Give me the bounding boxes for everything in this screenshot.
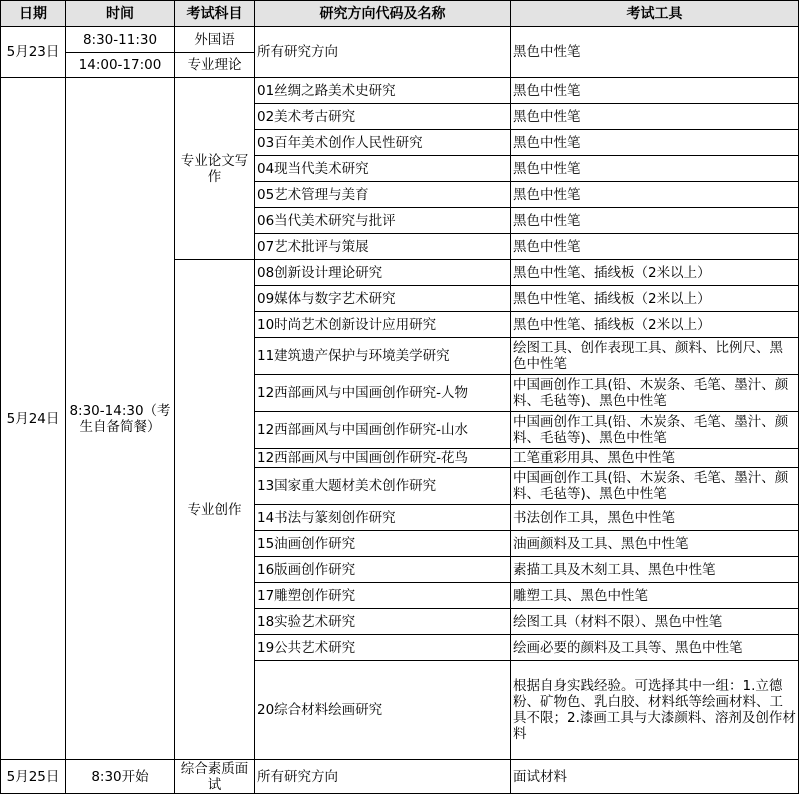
tools-cell: 黑色中性笔	[511, 130, 799, 156]
tools-cell: 黑色中性笔	[511, 208, 799, 234]
direction-cell: 01丝绸之路美术史研究	[255, 78, 511, 104]
direction-cell: 所有研究方向	[255, 27, 511, 78]
date-cell: 5月24日	[1, 78, 66, 760]
direction-cell: 17雕塑创作研究	[255, 583, 511, 609]
direction-cell: 04现当代美术研究	[255, 156, 511, 182]
header-direction: 研究方向代码及名称	[255, 1, 511, 27]
tools-cell: 书法创作工具，黑色中性笔	[511, 505, 799, 531]
table-row	[1, 78, 799, 104]
subject-cell: 专业创作	[175, 260, 255, 760]
tools-cell: 根据自身实践经验。可选择其中一组：1.立德粉、矿物色、乳白胶、材料纸等绘画材料、工具不限；2.漆画工具与大漆颜料、溶剂及创作材料	[511, 661, 799, 760]
tools-cell: 黑色中性笔	[511, 78, 799, 104]
tools-cell: 雕塑工具、黑色中性笔	[511, 583, 799, 609]
header-tools: 考试工具	[511, 1, 799, 27]
subject-cell: 综合素质面试	[175, 760, 255, 794]
tools-cell: 黑色中性笔	[511, 27, 799, 78]
tools-cell: 黑色中性笔	[511, 156, 799, 182]
direction-cell: 02美术考古研究	[255, 104, 511, 130]
direction-cell: 12西部画风与中国画创作研究-花鸟	[255, 449, 511, 468]
direction-cell: 07艺术批评与策展	[255, 234, 511, 260]
direction-cell: 19公共艺术研究	[255, 635, 511, 661]
direction-cell: 08创新设计理论研究	[255, 260, 511, 286]
direction-cell: 09媒体与数字艺术研究	[255, 286, 511, 312]
direction-cell: 所有研究方向	[255, 760, 511, 794]
tools-cell: 黑色中性笔、插线板（2米以上）	[511, 286, 799, 312]
tools-cell: 绘画必要的颜料及工具等、黑色中性笔	[511, 635, 799, 661]
header-subject: 考试科目	[175, 1, 255, 27]
subject-cell: 外国语	[175, 27, 255, 53]
table-row	[1, 760, 799, 794]
direction-cell: 12西部画风与中国画创作研究-山水	[255, 412, 511, 449]
time-cell: 14:00-17:00	[66, 53, 175, 78]
header-date: 日期	[1, 1, 66, 27]
tools-cell: 黑色中性笔	[511, 234, 799, 260]
tools-cell: 黑色中性笔、插线板（2米以上）	[511, 312, 799, 338]
time-cell: 8:30-11:30	[66, 27, 175, 53]
tools-cell: 中国画创作工具(铅、木炭条、毛笔、墨汁、颜料、毛毡等)、黑色中性笔	[511, 468, 799, 505]
direction-cell: 11建筑遗产保护与环境美学研究	[255, 338, 511, 375]
direction-cell: 06当代美术研究与批评	[255, 208, 511, 234]
direction-cell: 16版画创作研究	[255, 557, 511, 583]
tools-cell: 油画颜料及工具、黑色中性笔	[511, 531, 799, 557]
subject-cell: 专业理论	[175, 53, 255, 78]
direction-cell: 13国家重大题材美术创作研究	[255, 468, 511, 505]
direction-cell: 10时尚艺术创新设计应用研究	[255, 312, 511, 338]
tools-cell: 绘图工具（材料不限）、黑色中性笔	[511, 609, 799, 635]
direction-cell: 20综合材料绘画研究	[255, 661, 511, 760]
time-cell: 8:30-14:30（考生自备简餐）	[66, 78, 175, 760]
direction-cell: 18实验艺术研究	[255, 609, 511, 635]
direction-cell: 05艺术管理与美育	[255, 182, 511, 208]
date-cell: 5月23日	[1, 27, 66, 78]
direction-cell: 14书法与篆刻创作研究	[255, 505, 511, 531]
tools-cell: 中国画创作工具(铅、木炭条、毛笔、墨汁、颜料、毛毡等)、黑色中性笔	[511, 375, 799, 412]
tools-cell: 绘图工具、创作表现工具、颜料、比例尺、黑色中性笔	[511, 338, 799, 375]
tools-cell: 黑色中性笔	[511, 182, 799, 208]
header-time: 时间	[66, 1, 175, 27]
header-row	[1, 1, 799, 27]
tools-cell: 工笔重彩用具、黑色中性笔	[511, 449, 799, 468]
tools-cell: 中国画创作工具(铅、木炭条、毛笔、墨汁、颜料、毛毡等)、黑色中性笔	[511, 412, 799, 449]
direction-cell: 12西部画风与中国画创作研究-人物	[255, 375, 511, 412]
tools-cell: 面试材料	[511, 760, 799, 794]
subject-cell: 专业论文写作	[175, 78, 255, 260]
direction-cell: 03百年美术创作人民性研究	[255, 130, 511, 156]
date-cell: 5月25日	[1, 760, 66, 794]
tools-cell: 黑色中性笔、插线板（2米以上）	[511, 260, 799, 286]
tools-cell: 素描工具及木刻工具、黑色中性笔	[511, 557, 799, 583]
direction-cell: 15油画创作研究	[255, 531, 511, 557]
tools-cell: 黑色中性笔	[511, 104, 799, 130]
time-cell: 8:30开始	[66, 760, 175, 794]
table-row	[1, 27, 799, 53]
